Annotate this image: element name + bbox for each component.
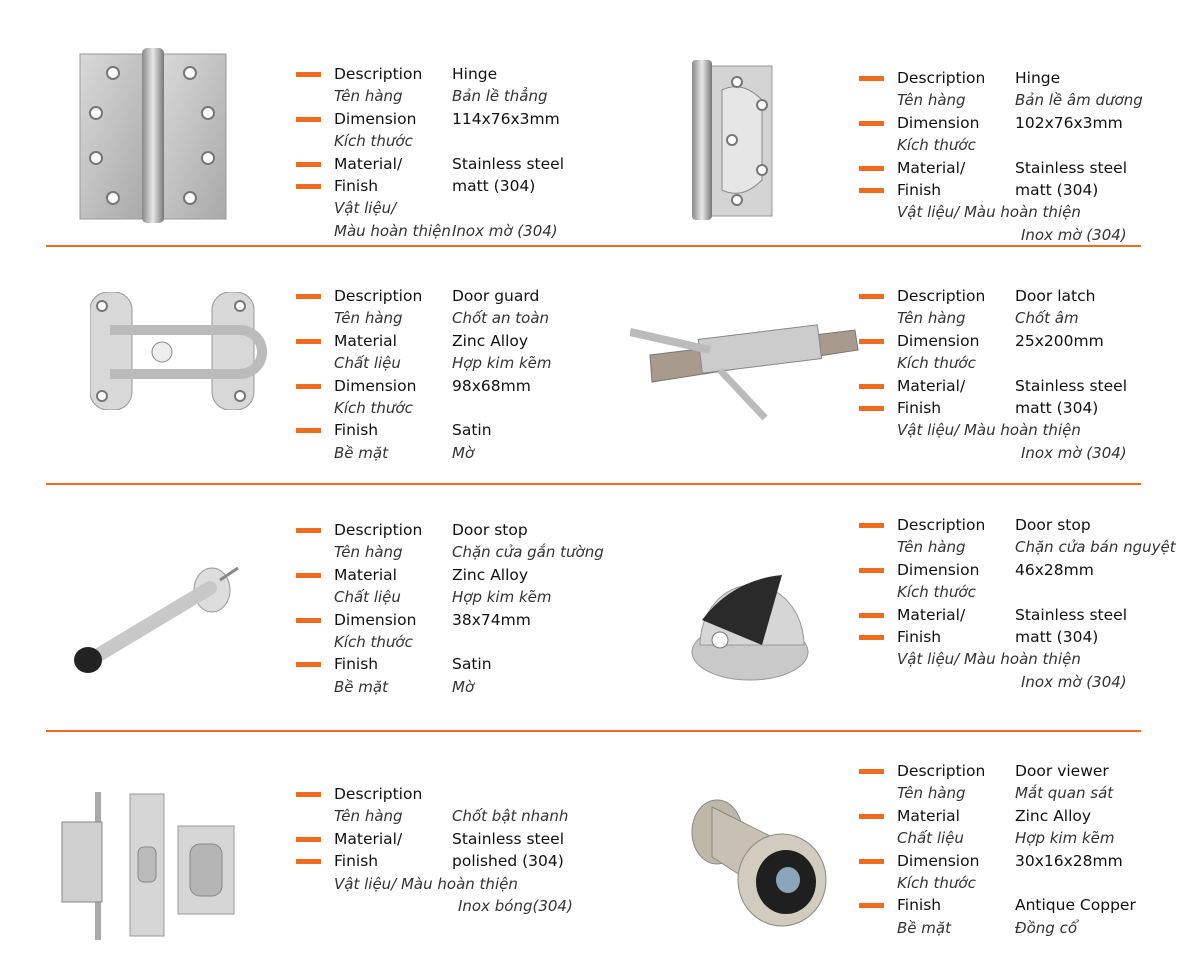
spec-value: 46x28mm [1015,560,1094,579]
door-viewer-image [682,792,832,932]
spec-label: Finish [897,627,942,646]
spec-label: Tên hàng [897,91,966,110]
spec-value: Antique Copper [1015,896,1136,915]
orange-dash-marker [859,188,884,193]
orange-dash-marker [859,769,884,774]
spec-value: Bản lề thẳng [452,87,548,106]
quick-release-latch-image [50,792,240,940]
spec-label: Bề mặt [334,677,388,696]
spec-label: Tên hàng [897,784,966,803]
spec-label: Vật liệu/ Màu hoàn thiện [334,874,518,893]
orange-dash-marker [859,859,884,864]
orange-dash-marker [296,162,321,167]
spec-value: Chặn cửa gắn tường [452,543,604,562]
orange-dash-marker [859,903,884,908]
spec-label: Material/ [897,158,966,177]
spec-value: Stainless steel [1015,605,1127,624]
spec-value: Chặn cửa bán nguyệt [1015,538,1176,557]
spec-label: Kích thước [334,398,413,417]
spec-label: Tên hàng [334,807,403,826]
spec-value: 102x76x3mm [1015,113,1123,132]
spec-label: Finish [897,896,942,915]
spec-value: polished (304) [452,852,564,871]
spec-value: Chốt âm [1015,309,1079,328]
spec-label: Dimension [897,113,980,132]
orange-dash-marker [859,523,884,528]
door-guard-image [90,292,270,410]
spec-value: Hợp kim kẽm [452,354,552,373]
spec-label: Description [897,516,986,534]
spec-value: 25x200mm [1015,331,1104,350]
spec-label: Dimension [897,331,980,350]
orange-dash-marker [859,406,884,411]
spec-value: Bản lề âm dương [1015,91,1143,110]
spec-label: Chất liệu [334,354,401,373]
spec-label: Tên hàng [897,538,966,557]
spec-label: Vật liệu/ Màu hoàn thiện [897,203,1081,222]
orange-dash-marker [296,792,321,797]
orange-dash-marker [296,573,321,578]
spec-value: matt (304) [1015,180,1099,199]
spec-value: Hợp kim kẽm [1015,829,1115,848]
spec-value: matt (304) [1015,398,1099,417]
orange-dash-marker [859,339,884,344]
spec-label: Vật liệu/ Màu hoàn thiện [897,421,1081,440]
spec-value: matt (304) [1015,627,1099,646]
spec-label: Vật liệu/ Màu hoàn thiện [897,650,1081,669]
half-moon-door-stop-image [690,560,810,685]
spec-value: Mắt quan sát [1015,784,1114,803]
spec-value: Door viewer [1015,762,1109,780]
spec-label: Tên hàng [334,309,403,328]
spec-label: Kích thước [334,132,413,151]
orange-dash-marker [296,384,321,389]
spec-label: Material/ [334,154,403,173]
spec-value: Door guard [452,287,540,305]
spec-label: Finish [897,398,942,417]
orange-dash-marker [296,428,321,433]
spec-label: Dimension [334,376,417,395]
orange-dash-marker [296,117,321,122]
spec-value: 114x76x3mm [452,109,560,128]
spec-value: Chốt an toàn [452,309,550,328]
orange-dash-marker [296,294,321,299]
orange-dash-marker [859,613,884,618]
spec-label: Description [897,287,986,305]
spec-label: Dimension [334,610,417,629]
spec-value: 38x74mm [452,610,531,629]
spec-value: Door latch [1015,287,1096,305]
spec-value: 30x16x28mm [1015,851,1123,870]
orange-dash-marker [296,662,321,667]
orange-dash-marker [859,294,884,299]
spec-label: Kích thước [334,632,413,651]
spec-label: Chất liệu [897,829,964,848]
spec-label: Tên hàng [897,309,966,328]
spec-label: Description [334,287,423,305]
spec-value: Inox mờ (304) [452,221,558,240]
spec-label: Finish [897,180,942,199]
spec-value: Inox bóng(304) [458,896,573,915]
orange-dash-marker [296,859,321,864]
orange-dash-marker [859,635,884,640]
spec-label: Description [897,69,986,87]
spec-value: Zinc Alloy [452,331,529,350]
spec-label: Dimension [897,851,980,870]
spec-value: Stainless steel [452,154,564,173]
spec-value: Stainless steel [1015,158,1127,177]
section-divider [46,730,1141,732]
spec-label: Material [334,565,397,584]
spec-value: Inox mờ (304) [1021,443,1127,462]
orange-dash-marker [859,121,884,126]
spec-label: Tên hàng [334,543,403,562]
orange-dash-marker [296,618,321,623]
spec-label: Finish [334,852,379,871]
hinge-image [692,60,774,220]
spec-value: Inox mờ (304) [1021,225,1127,244]
orange-dash-marker [859,384,884,389]
orange-dash-marker [859,568,884,573]
door-stop-image [70,562,240,677]
spec-value: Inox mờ (304) [1021,672,1127,691]
spec-label: Description [897,762,986,780]
spec-label: Material/ [897,605,966,624]
orange-dash-marker [296,528,321,533]
spec-label: Bề mặt [897,918,951,937]
orange-dash-marker [859,814,884,819]
spec-value: Zinc Alloy [452,565,529,584]
orange-dash-marker [296,184,321,189]
section-divider [46,245,1141,247]
spec-value: Hinge [452,65,498,83]
spec-value: Mờ [452,443,475,462]
spec-label: Description [334,65,423,83]
spec-value: Hợp kim kẽm [452,588,552,607]
door-latch-image [630,310,860,425]
spec-value: Hinge [1015,69,1061,87]
spec-label: Kích thước [897,354,976,373]
spec-label: Kích thước [897,583,976,602]
spec-value: Door stop [1015,516,1091,534]
spec-value: Stainless steel [1015,376,1127,395]
spec-label: Dimension [897,560,980,579]
orange-dash-marker [859,76,884,81]
spec-label: Tên hàng [334,87,403,106]
spec-label: Bề mặt [334,443,388,462]
spec-label: Material/ [334,829,403,848]
spec-value: Đồng cổ [1015,918,1078,937]
spec-label: Dimension [334,109,417,128]
spec-label: Description [334,785,423,803]
spec-value: Satin [452,655,492,674]
spec-label: Material/ [897,376,966,395]
spec-label: Material [334,331,397,350]
spec-label: Material [897,806,960,825]
spec-value: Door stop [452,521,528,539]
section-divider [46,483,1141,485]
spec-value: Zinc Alloy [1015,806,1092,825]
spec-value: Satin [452,421,492,440]
orange-dash-marker [859,166,884,171]
spec-label: Description [334,521,423,539]
spec-label: Vật liệu/ [334,199,397,218]
spec-label: Finish [334,421,379,440]
spec-value: matt (304) [452,176,536,195]
spec-value: 98x68mm [452,376,531,395]
spec-label: Finish [334,655,379,674]
hinge-image [78,48,228,223]
orange-dash-marker [296,339,321,344]
orange-dash-marker [296,837,321,842]
spec-label: Finish [334,176,379,195]
orange-dash-marker [296,72,321,77]
spec-value: Stainless steel [452,829,564,848]
spec-label: Kích thước [897,873,976,892]
spec-value: Chốt bật nhanh [452,807,569,826]
spec-label: Chất liệu [334,588,401,607]
spec-label: Kích thước [897,136,976,155]
spec-label: Màu hoàn thiện [334,221,451,240]
spec-value: Mờ [452,677,475,696]
